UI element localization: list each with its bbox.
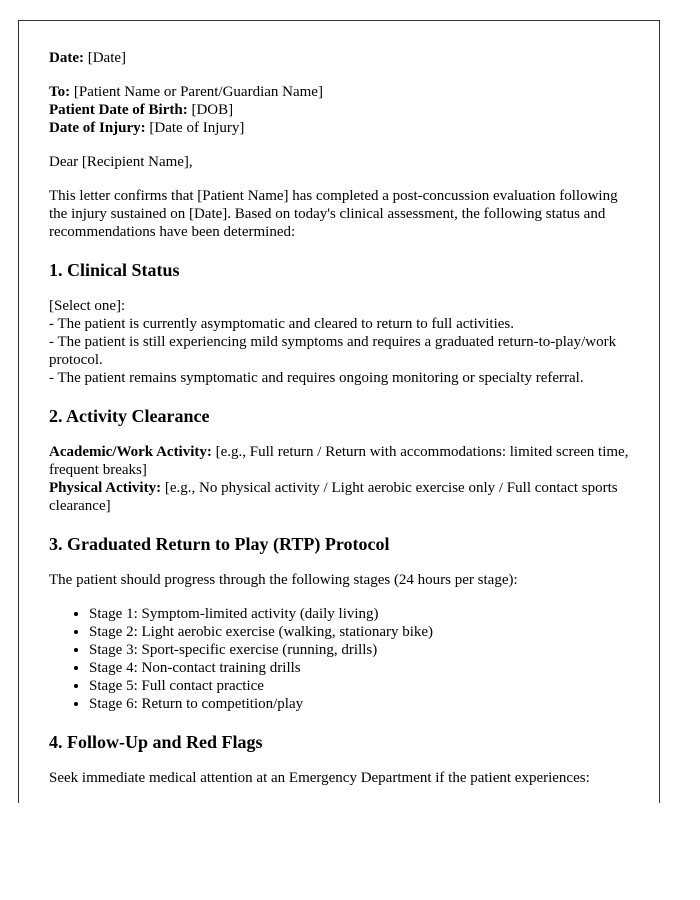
date-line — [49, 49, 629, 67]
date-label: Date: — [49, 50, 84, 66]
rtp-stage: • Stage 4: Non-contact training drills — [89, 659, 629, 677]
academic-label: Academic/Work Activity: — [49, 444, 212, 460]
followup-intro: Seek immediate medical attention at an Emergency Department if the patient experiences: — [49, 770, 590, 786]
clinical-line: - The patient remains symptomatic and requires ongoing monitoring or specialty referral. — [49, 370, 584, 386]
recipient-block — [49, 83, 629, 137]
clinical-line: - The patient is still experiencing mild symptoms and requires a graduated return-to-play/work protocol. — [49, 334, 617, 368]
clinical-line: - The patient is currently asymptomatic and cleared to return to full activities. — [49, 316, 514, 332]
dob-value: [DOB] — [187, 102, 234, 118]
to-label: To: — [49, 84, 71, 100]
activity-clearance-body — [49, 443, 629, 515]
rtp-stage-list — [49, 605, 629, 713]
followup-heading: 4. Follow-Up and Red Flags — [49, 732, 263, 752]
physical-label: Physical Activity: — [49, 480, 162, 496]
rtp-heading: 3. Graduated Return to Play (RTP) Protocol — [49, 534, 390, 554]
rtp-stage: • Stage 3: Sport-specific exercise (running, drills) — [89, 641, 629, 659]
rtp-stage: • Stage 1: Symptom-limited activity (daily living) — [89, 605, 629, 623]
injury-label: Date of Injury: — [49, 120, 146, 136]
academic-value: [e.g., Full return / Return with accommodations: limited screen time, frequent breaks] — [49, 444, 629, 478]
rtp-stage: • Stage 6: Return to competition/play — [89, 695, 629, 713]
date-value: [Date] — [83, 50, 127, 66]
activity-clearance-heading: 2. Activity Clearance — [49, 406, 210, 426]
rtp-stage: • Stage 5: Full contact practice — [89, 677, 629, 695]
injury-value: [Date of Injury] — [145, 120, 245, 136]
physical-value: [e.g., No physical activity / Light aerobic exercise only / Full contact sports clearance] — [49, 480, 618, 514]
salutation: Dear [Recipient Name], — [49, 154, 193, 170]
clinical-status-heading: 1. Clinical Status — [49, 260, 180, 280]
intro-paragraph: This letter confirms that [Patient Name] has completed a post-concussion evaluation following the injury sustained on [Date]. Based on today's clinical assessment, the following status and recommendations have been determined: — [49, 188, 618, 240]
rtp-stage: • Stage 2: Light aerobic exercise (walking, stationary bike) — [89, 623, 629, 641]
clinical-status-options — [49, 297, 629, 387]
rtp-intro: The patient should progress through the following stages (24 hours per stage): — [49, 572, 518, 588]
letter-page — [18, 20, 660, 803]
dob-label: Patient Date of Birth: — [49, 102, 188, 118]
to-value: [Patient Name or Parent/Guardian Name] — [70, 84, 323, 100]
clinical-line: [Select one]: — [49, 298, 126, 314]
